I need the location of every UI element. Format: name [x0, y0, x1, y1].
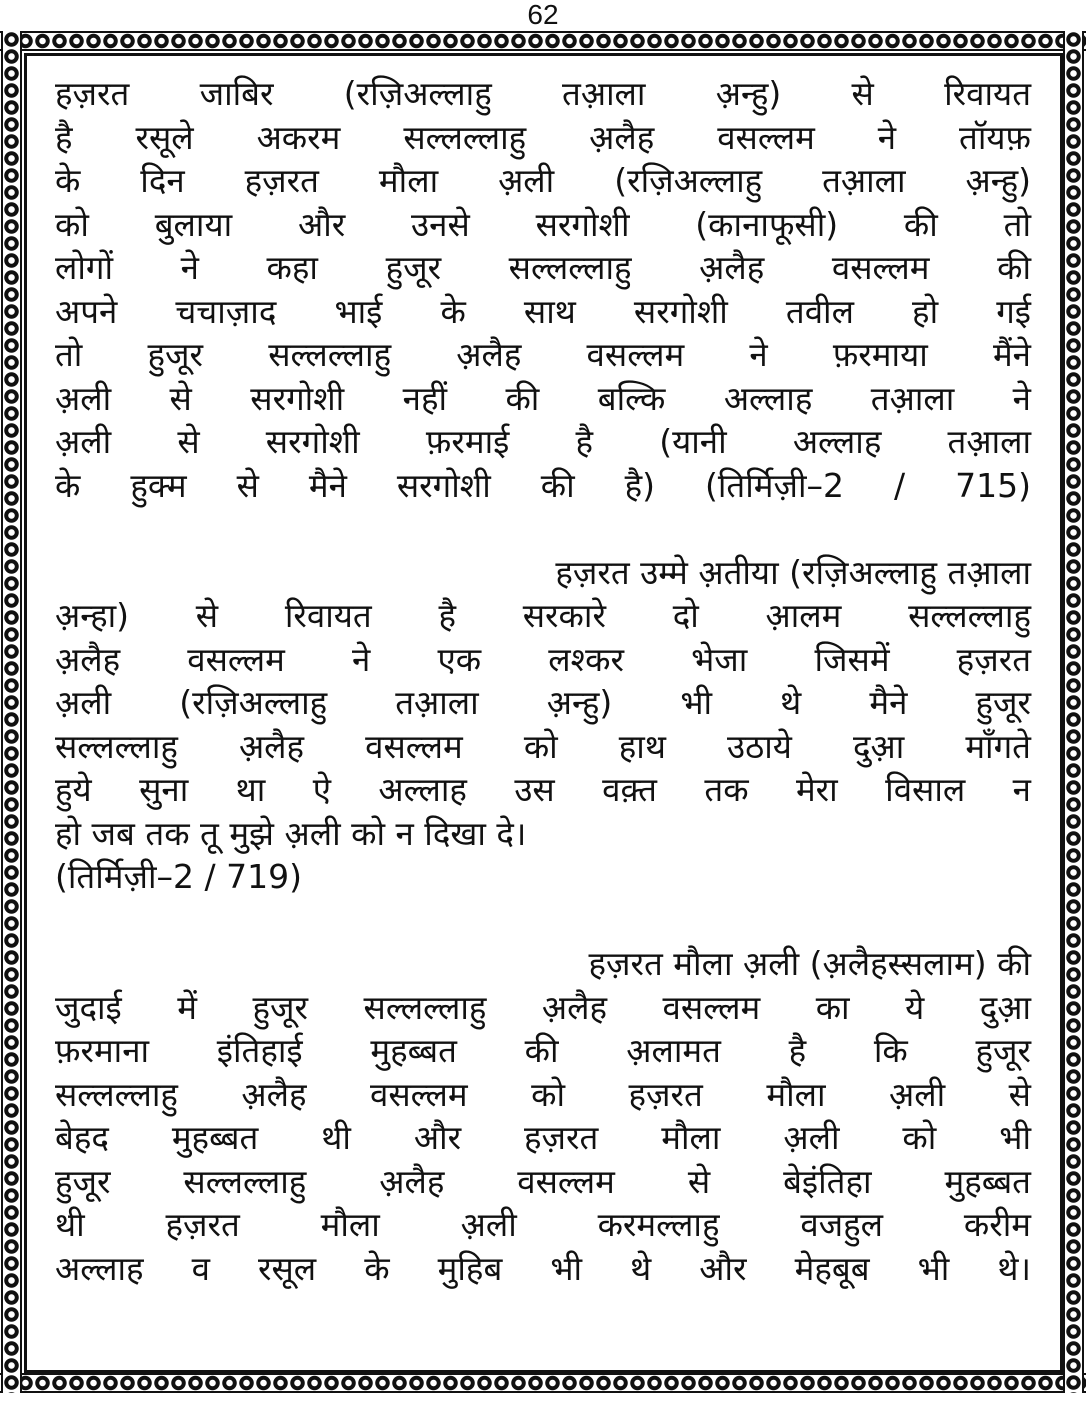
text-line: तो हुजूर सल्लल्लाहु अ़लैह वसल्लम ने फ़रमाया मैंने	[55, 335, 1031, 374]
text-line: हुये सुना था ऐ अल्लाह उस वक़्त तक मेरा विसाल न	[55, 770, 1031, 809]
text-line-indented: हज़रत उम्मे अ़तीया (रज़िअल्लाहु तआ़ला	[555, 552, 1031, 592]
text-line: है रसूले अकरम सल्लल्लाहु अ़लैह वसल्लम ने तॉयफ़	[55, 117, 1031, 157]
decorative-border-bottom	[0, 1373, 1086, 1393]
text-line: हुजूर सल्लल्लाहु अ़लैह वसल्लम से बेइंतिहा मुहब्बत	[55, 1161, 1031, 1201]
text-line: अपने चचाज़ाद भाई के साथ सरगोशी तवील हो गई	[55, 291, 1031, 331]
citation-line: (तिर्मिज़ी–2 / 719)	[55, 857, 303, 896]
text-line: अल्लाह व रसूल के मुहिब भी थे और मेहबूब भी थे।	[55, 1248, 1031, 1288]
text-line: के दिन हज़रत मौला अ़ली (रज़िअल्लाहु तआ़ला अ़न्हु)	[55, 161, 1031, 200]
text-line: जुदाई में हुजूर सल्लल्लाहु अ़लैह वसल्लम का ये दुआ़	[55, 987, 1031, 1027]
paragraph-maula-ali	[55, 942, 1031, 1290]
text-line: थी हज़रत मौला अ़ली करमल्लाहु वजहुल करीम	[55, 1205, 1031, 1244]
text-line: हो जब तक तू मुझे अ़ली को न दिखा दे।	[55, 813, 527, 853]
page-number: 62	[527, 0, 559, 30]
decorative-border-right	[1063, 31, 1084, 1393]
text-line: अ़ली से सरगोशी फ़रमाई है (यानी अल्लाह तआ़ला	[55, 422, 1031, 461]
text-line: बेहद मुहब्बत थी और हज़रत मौला अ़ली को भी	[55, 1118, 1031, 1157]
decorative-border-top	[0, 31, 1086, 51]
text-line: फ़रमाना इंतिहाई मुहब्बत की अ़लामत है कि हुजूर	[55, 1031, 1031, 1070]
page-content	[55, 72, 1031, 1290]
text-line: अ़लैह वसल्लम ने एक लश्कर भेजा जिसमें हज़रत	[55, 639, 1031, 679]
text-line: हज़रत जाबिर (रज़िअल्लाहु तआ़ला अ़न्हु) से रिवायत	[55, 74, 1031, 113]
text-line: लोगों ने कहा हुजूर सल्लल्लाहु अ़लैह वसल्लम की	[55, 248, 1031, 287]
citation-line: के हुक्म से मैने सरगोशी की है) (तिर्मिज़ी–2 / 715)	[55, 465, 1031, 505]
text-line: अ़ली से सरगोशी नहीं की बल्कि अल्लाह तआ़ला ने	[55, 378, 1031, 418]
text-line: अ़न्हा) से रिवायत है सरकारे दो आ़लम सल्लल्लाहु	[55, 596, 1031, 635]
text-line: सल्लल्लाहु अ़लैह वसल्लम को हाथ उठाये दुआ़ माँगते	[55, 726, 1031, 766]
paragraph-gap	[55, 507, 1031, 551]
decorative-border-left	[1, 31, 22, 1393]
paragraph-hazrat-jabir	[55, 72, 1031, 507]
text-line: अ़ली (रज़िअल्लाहु तआ़ला अ़न्हु) भी थे मैने हुजूर	[55, 683, 1031, 722]
text-line: को बुलाया और उनसे सरगोशी (कानाफूसी) की तो	[55, 204, 1031, 244]
text-line: सल्लल्लाहु अ़लैह वसल्लम को हज़रत मौला अ़ली से	[55, 1074, 1031, 1114]
paragraph-umme-atiya	[55, 551, 1031, 899]
paragraph-gap	[55, 899, 1031, 943]
text-line-indented: हज़रत मौला अ़ली (अ़लैहस्सलाम) की	[588, 944, 1031, 983]
